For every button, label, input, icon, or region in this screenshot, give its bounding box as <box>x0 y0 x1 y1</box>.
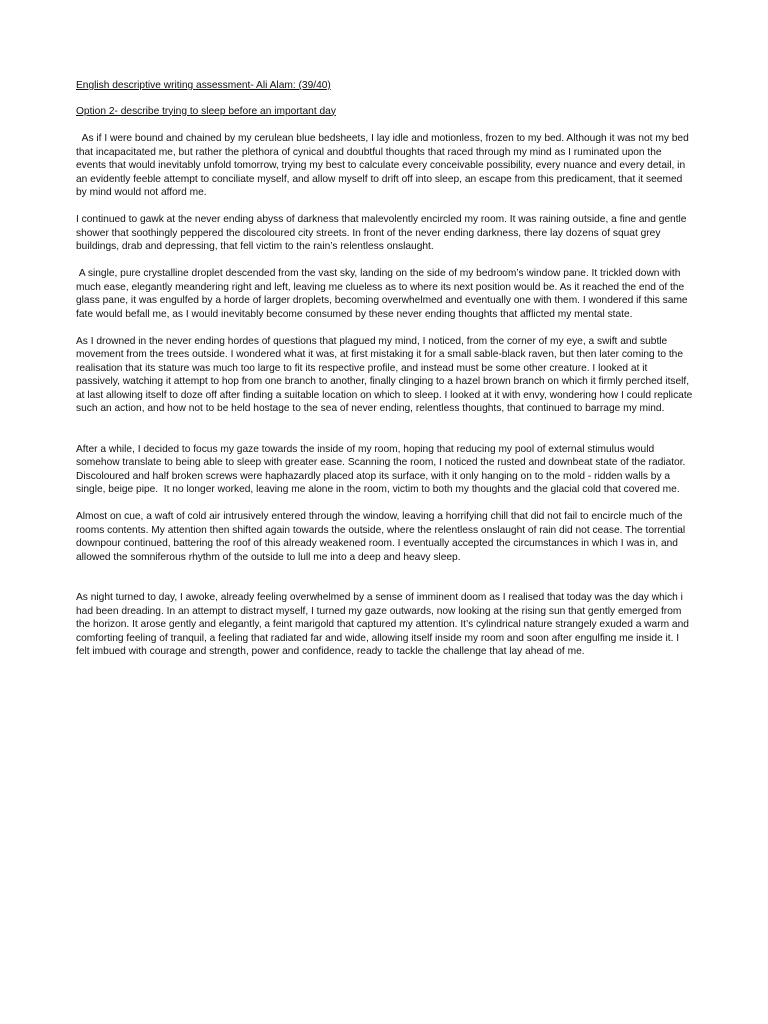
paragraph-7: As night turned to day, I awoke, already feeling overwhelmed by a sense of imminent doom as I realised that today was the day which i had been dreading. In an attempt to distract myself, I turned my gaze outwards, now looking at the rising sun that gently emerged from the horizon. It arose gently and elegantly, a feint marigold that captured my attention. It’s cylindrical nature strangely exuded a warm and comforting feeling of tranquil, a feeling that radiated far and wide, allowing itself inside my room and soon after engulfing me inside it. I felt imbued with courage and strength, power and confidence, ready to tackle the challenge that lay ahead of me. <box>76 592 692 657</box>
paragraph-5: After a while, I decided to focus my gaze towards the inside of my room, hoping that reducing my pool of external stimulus would somehow translate to being able to sleep with greater ease. Scanning the room, I noticed the rusted and downbeat state of the radiator. Discoloured and half broken screws were haphazardly placed atop its surface, with it only hanging on to the mold - ridden walls by a single, beige pipe. It no longer worked, leaving me alone in the room, victim to both my thoughts and the glacial cold that covered me. <box>76 443 689 495</box>
paragraph-1: As if I were bound and chained by my cerulean blue bedsheets, I lay idle and motionless, frozen to my bed. Although it was not my bed that incapacitated me, but rather the plethora of cynical and doubtful thoughts that raced through my mind as I ruminated upon the events that would inevitably unfold tomorrow, trying my best to calculate every conceivable possibility, every nuance and every detail, in an evidently feeble attempt to conciliate myself, and allow myself to drift off into sleep, an escape from this predicament, that it seemed by mind would not afford me. <box>76 133 692 198</box>
document-heading: English descriptive writing assessment- Ali Alam: (39/40) <box>76 80 331 91</box>
paragraph-3: A single, pure crystalline droplet descended from the vast sky, landing on the side of my bedroom’s window pane. It trickled down with much ease, elegantly meandering right and left, leaving me clueless as to where its next position would be. As it reached the end of the glass pane, it was engulfed by a horde of larger droplets, becoming overwhelmed and eventually one with them. I wondered if this same fate would befall me, as I would inevitably become consumed by these never ending thoughts that afflicted my mental state. <box>76 268 691 320</box>
paragraph-4: As I drowned in the never ending hordes of questions that plagued my mind, I noticed, from the corner of my eye, a swift and subtle movement from the trees outside. I wondered what it was, at first mistaking it for a small sable-black raven, but then later coming to the realisation that its stature was much too large to fit its respective profile, and instead must be some other creature. I looked at it passively, watching it attempt to hop from one branch to another, finally clinging to a hazel brown branch on which it firmly perched itself, at last allowing itself to doze off after finding a suitable location on which to sleep. I looked at it with envy, wondering how I could replicate such an action, and how not to be held hostage to the sea of never ending, relentless thoughts, that continued to barrage my mind. <box>76 335 696 414</box>
paragraph-2: I continued to gawk at the never ending abyss of darkness that malevolently encircled my room. It was raining outside, a fine and gentle shower that soothingly peppered the discoloured city streets. In front of the never ending darkness, there lay dozens of squat grey buildings, drab and depressing, that fell victim to the rain’s relentless onslaught. <box>76 214 690 252</box>
option-title: Option 2- describe trying to sleep before an important day <box>76 105 336 117</box>
document-page <box>76 79 694 672</box>
paragraph-6: Almost on cue, a waft of cold air intrusively entered through the window, leaving a horrifying chill that did not fail to encircle much of the rooms contents. My attention then shifted again towards the outside, where the relentless onslaught of rain did not cease. The torrential downpour continued, battering the roof of this already weakened room. I eventually accepted the circumstances in which I was in, and allowed the somniferous rhythm of the outside to lull me into a deep and heavy sleep. <box>76 511 688 563</box>
